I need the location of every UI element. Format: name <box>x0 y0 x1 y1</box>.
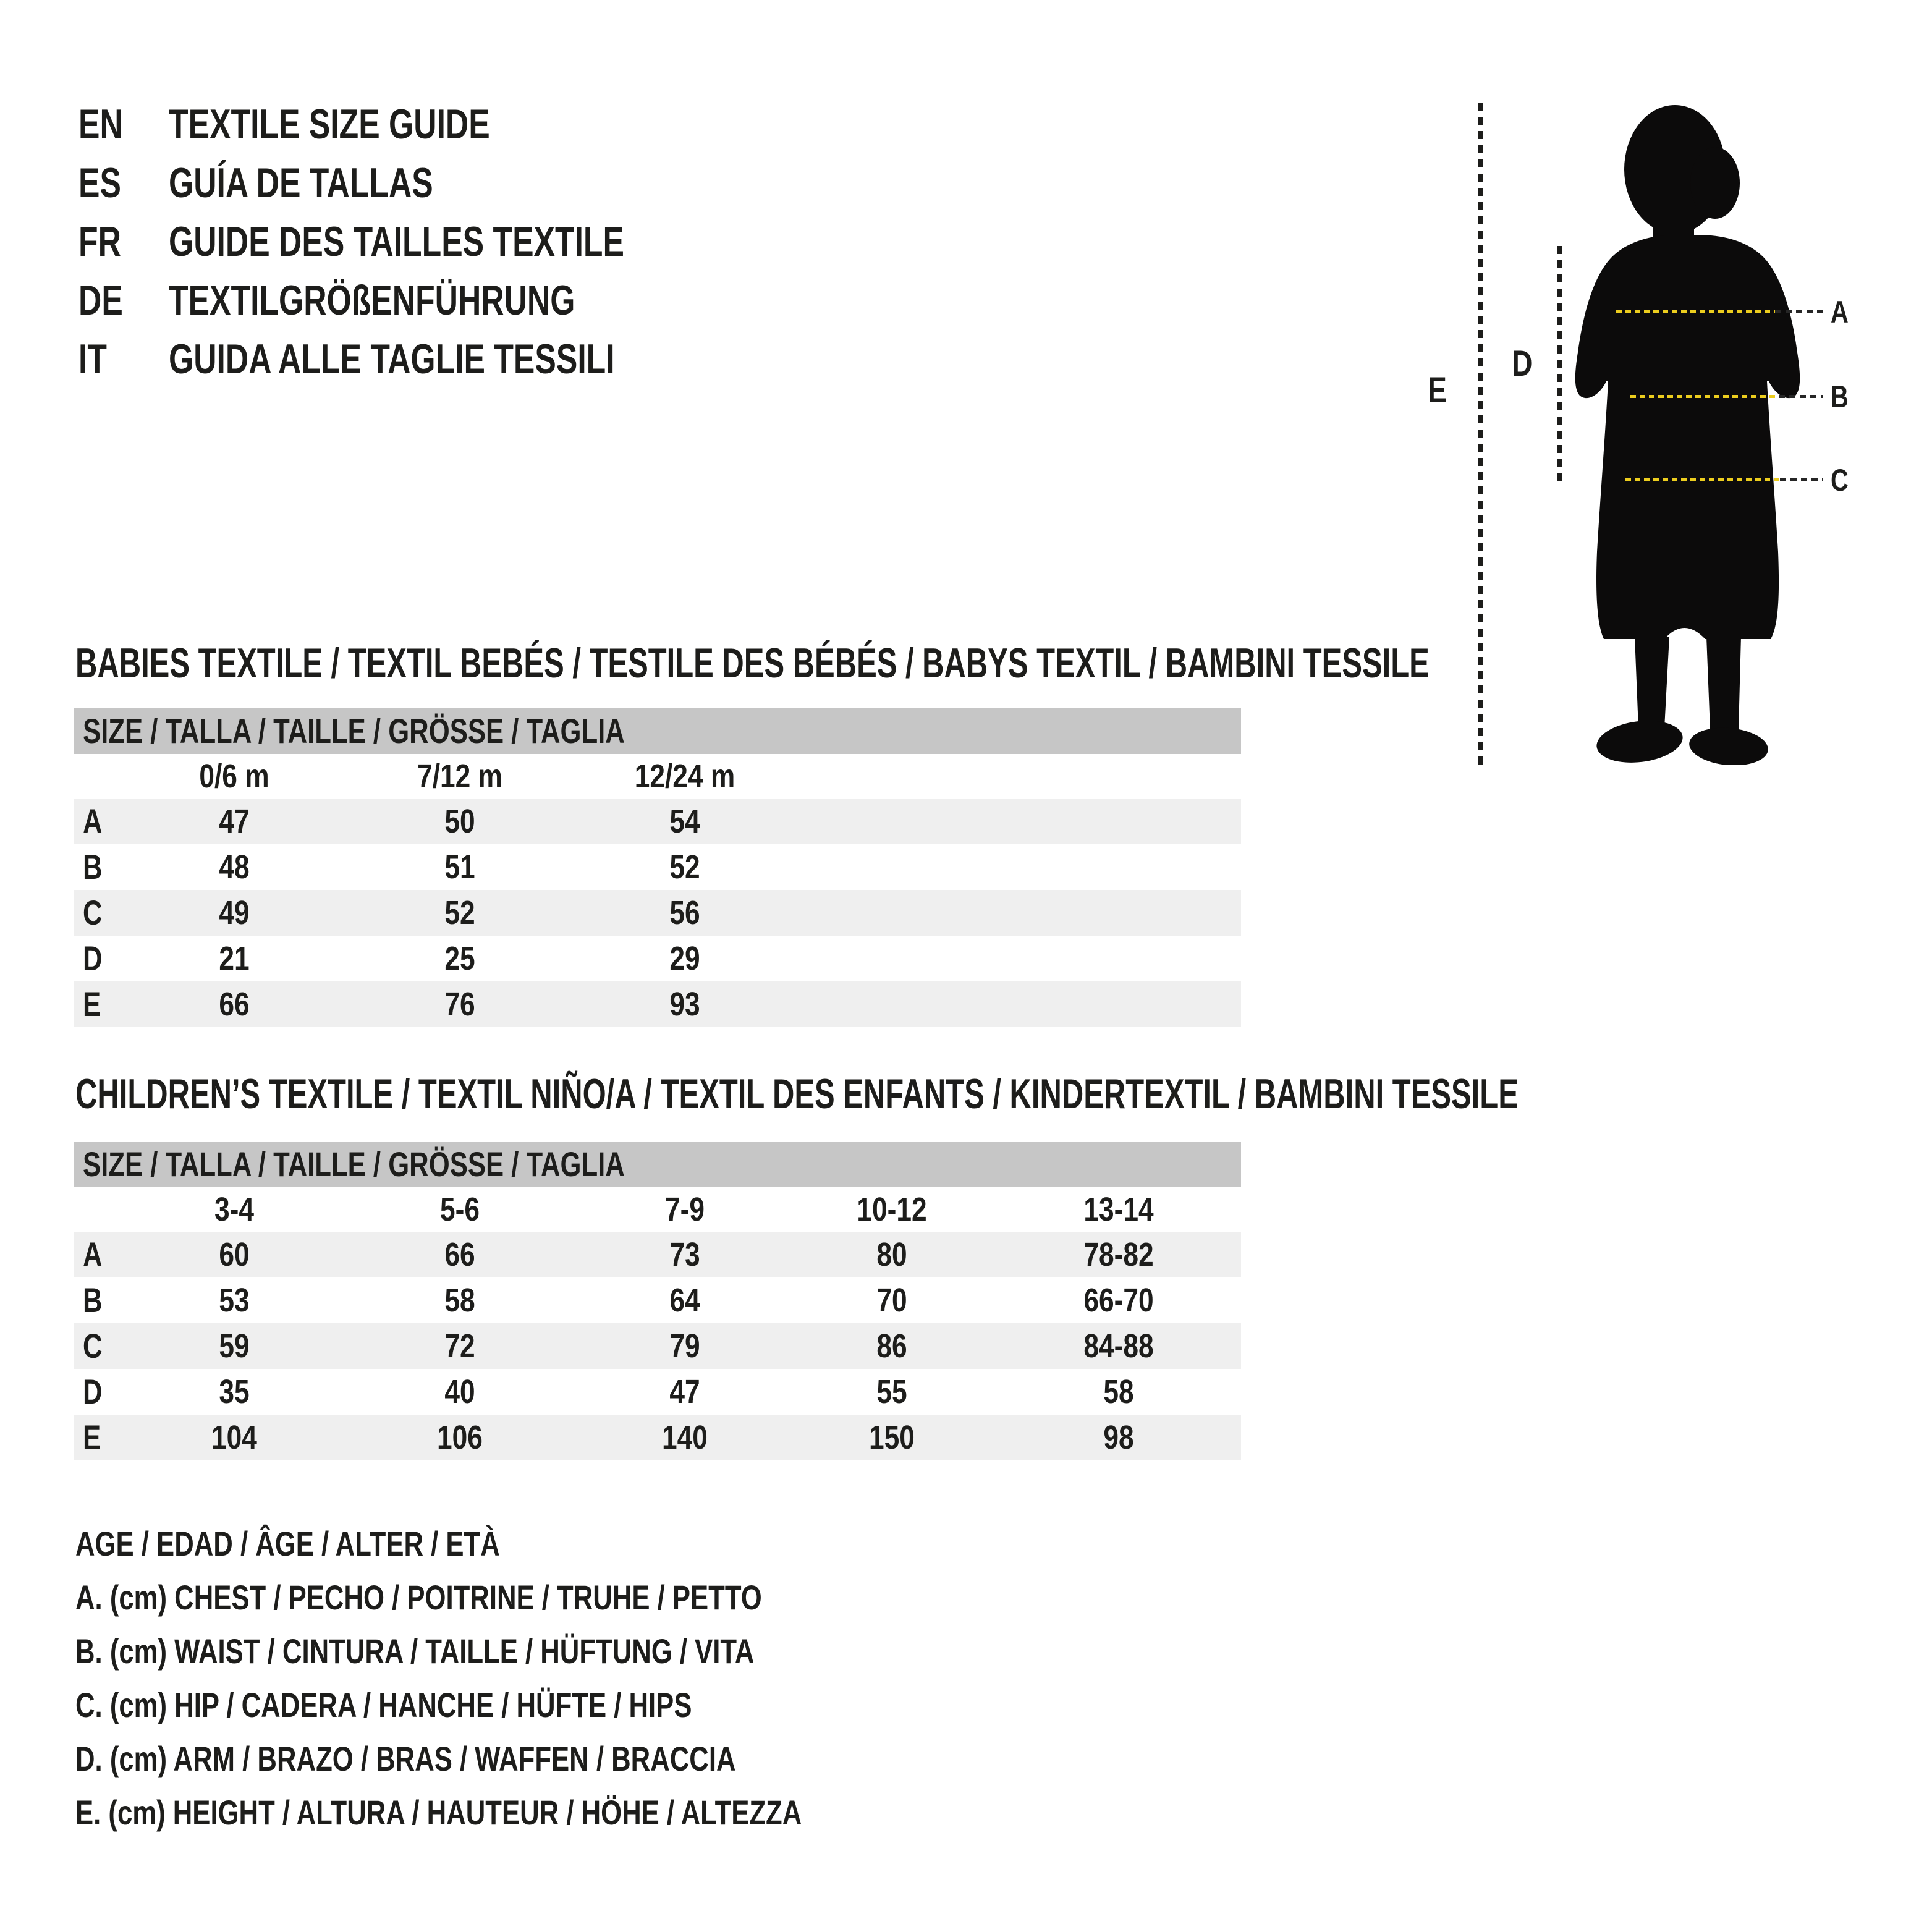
children-table-header-text: SIZE / TALLA / TAILLE / GRÖSSE / TAGLIA <box>83 1145 625 1184</box>
cell-value: 47 <box>669 1373 700 1410</box>
cell-value: 29 <box>669 940 700 977</box>
children-col-7-9: 7-9 <box>664 1191 705 1228</box>
height-measure-line-E <box>1478 103 1483 766</box>
lang-code-fr: FR <box>78 218 121 265</box>
cell-value: 40 <box>444 1373 475 1410</box>
cell-value: 80 <box>876 1236 907 1273</box>
babies-col-7-12m: 7/12 m <box>417 758 502 795</box>
cell-value: 52 <box>444 894 475 931</box>
children-table-row-B <box>74 1277 1241 1323</box>
row-label: D <box>83 939 103 978</box>
children-col-3-4: 3-4 <box>214 1191 254 1228</box>
lang-title-en: TEXTILE SIZE GUIDE <box>169 101 490 148</box>
legend-age: AGE / EDAD / ÂGE / ALTER / ETÀ <box>75 1524 500 1563</box>
babies-table-header-text: SIZE / TALLA / TAILLE / GRÖSSE / TAGLIA <box>83 711 625 750</box>
cell-value: 86 <box>876 1328 907 1365</box>
cell-value: 54 <box>669 803 700 840</box>
legend-chest: A. (cm) CHEST / PECHO / POITRINE / TRUHE / PETTO <box>75 1578 762 1617</box>
waist-connector-line-B <box>1779 395 1823 398</box>
legend-height: E. (cm) HEIGHT / ALTURA / HAUTEUR / HÖHE / ALTEZZA <box>75 1793 802 1832</box>
cell-value: 50 <box>444 803 475 840</box>
babies-column-header-row <box>74 754 1241 799</box>
row-label: B <box>83 1281 103 1320</box>
lang-code-es: ES <box>78 159 121 206</box>
row-label: A <box>83 802 103 841</box>
children-table-row-A <box>74 1232 1241 1277</box>
row-label: D <box>83 1372 103 1411</box>
children-col-13-14: 13-14 <box>1083 1191 1154 1228</box>
figure-label-arm-D: D <box>1512 344 1533 384</box>
row-label: C <box>83 1326 103 1365</box>
cell-value: 52 <box>669 849 700 886</box>
cell-value: 66 <box>219 986 250 1023</box>
cell-value: 35 <box>219 1373 250 1410</box>
cell-value: 53 <box>219 1282 250 1319</box>
cell-value: 76 <box>444 986 475 1023</box>
figure-label-waist-B: B <box>1831 379 1849 414</box>
cell-value: 60 <box>219 1236 250 1273</box>
cell-value: 93 <box>669 986 700 1023</box>
legend-arm: D. (cm) ARM / BRAZO / BRAS / WAFFEN / BRACCIA <box>75 1739 736 1778</box>
cell-value: 55 <box>876 1373 907 1410</box>
cell-value: 58 <box>1103 1373 1134 1410</box>
cell-value: 48 <box>219 849 250 886</box>
cell-value: 59 <box>219 1328 250 1365</box>
row-label: C <box>83 893 103 932</box>
cell-value: 84-88 <box>1083 1328 1154 1365</box>
hip-measure-line-C <box>1625 478 1780 481</box>
lang-title-es: GUÍA DE TALLAS <box>169 159 433 206</box>
children-col-5-6: 5-6 <box>439 1191 480 1228</box>
cell-value: 70 <box>876 1282 907 1319</box>
cell-value: 150 <box>869 1419 915 1456</box>
lang-title-de: TEXTILGRÖßENFÜHRUNG <box>169 277 575 324</box>
cell-value: 25 <box>444 940 475 977</box>
cell-value: 98 <box>1103 1419 1134 1456</box>
cell-value: 78-82 <box>1083 1236 1154 1273</box>
children-table-header-bar <box>74 1142 1241 1187</box>
cell-value: 72 <box>444 1328 475 1365</box>
cell-value: 51 <box>444 849 475 886</box>
cell-value: 73 <box>669 1236 700 1273</box>
legend-waist: B. (cm) WAIST / CINTURA / TAILLE / HÜFTUNG / VITA <box>75 1632 755 1671</box>
figure-label-hip-C: C <box>1831 463 1849 498</box>
cell-value: 79 <box>669 1328 700 1365</box>
cell-value: 66 <box>444 1236 475 1273</box>
babies-table-row-A <box>74 799 1241 844</box>
chest-measure-line-A <box>1616 310 1775 313</box>
babies-section-title: BABIES TEXTILE / TEXTIL BEBÉS / TESTILE DES BÉBÉS / BABYS TEXTIL / BAMBINI TESSILE <box>75 640 1430 687</box>
waist-measure-line-B <box>1630 395 1779 398</box>
row-label: E <box>83 1418 101 1457</box>
cell-value: 64 <box>669 1282 700 1319</box>
babies-table-row-B <box>74 844 1241 890</box>
cell-value: 49 <box>219 894 250 931</box>
children-table-row-E <box>74 1415 1241 1460</box>
children-table-row-C <box>74 1323 1241 1369</box>
babies-table-row-C <box>74 890 1241 936</box>
babies-table-row-E <box>74 981 1241 1027</box>
babies-col-0-6m: 0/6 m <box>199 758 269 795</box>
babies-table-row-D <box>74 936 1241 981</box>
cell-value: 21 <box>219 940 250 977</box>
lang-title-fr: GUIDE DES TAILLES TEXTILE <box>169 218 624 265</box>
row-label: A <box>83 1235 103 1274</box>
figure-label-chest-A: A <box>1831 295 1849 329</box>
child-silhouette-image <box>1573 104 1826 765</box>
cell-value: 47 <box>219 803 250 840</box>
children-column-header-row <box>74 1187 1241 1232</box>
hip-connector-line-C <box>1780 478 1823 481</box>
lang-code-de: DE <box>78 277 123 324</box>
arm-measure-line-D <box>1557 246 1562 481</box>
babies-col-12-24m: 12/24 m <box>634 758 735 795</box>
figure-label-height-E: E <box>1428 370 1447 410</box>
cell-value: 56 <box>669 894 700 931</box>
cell-value: 58 <box>444 1282 475 1319</box>
children-col-10-12: 10-12 <box>857 1191 927 1228</box>
row-label: B <box>83 847 103 886</box>
babies-table-header-bar <box>74 708 1241 754</box>
cell-value: 104 <box>211 1419 257 1456</box>
lang-title-it: GUIDA ALLE TAGLIE TESSILI <box>169 336 615 383</box>
children-table-row-D <box>74 1369 1241 1415</box>
cell-value: 66-70 <box>1083 1282 1154 1319</box>
cell-value: 106 <box>437 1419 483 1456</box>
children-section-title: CHILDREN’S TEXTILE / TEXTIL NIÑO/A / TEXTIL DES ENFANTS / KINDERTEXTIL / BAMBINI TESSILE <box>75 1070 1519 1117</box>
lang-code-it: IT <box>78 336 107 383</box>
row-label: E <box>83 985 101 1023</box>
chest-connector-line-A <box>1775 310 1823 313</box>
cell-value: 140 <box>662 1419 708 1456</box>
legend-hip: C. (cm) HIP / CADERA / HANCHE / HÜFTE / HIPS <box>75 1685 692 1724</box>
lang-code-en: EN <box>78 101 123 148</box>
